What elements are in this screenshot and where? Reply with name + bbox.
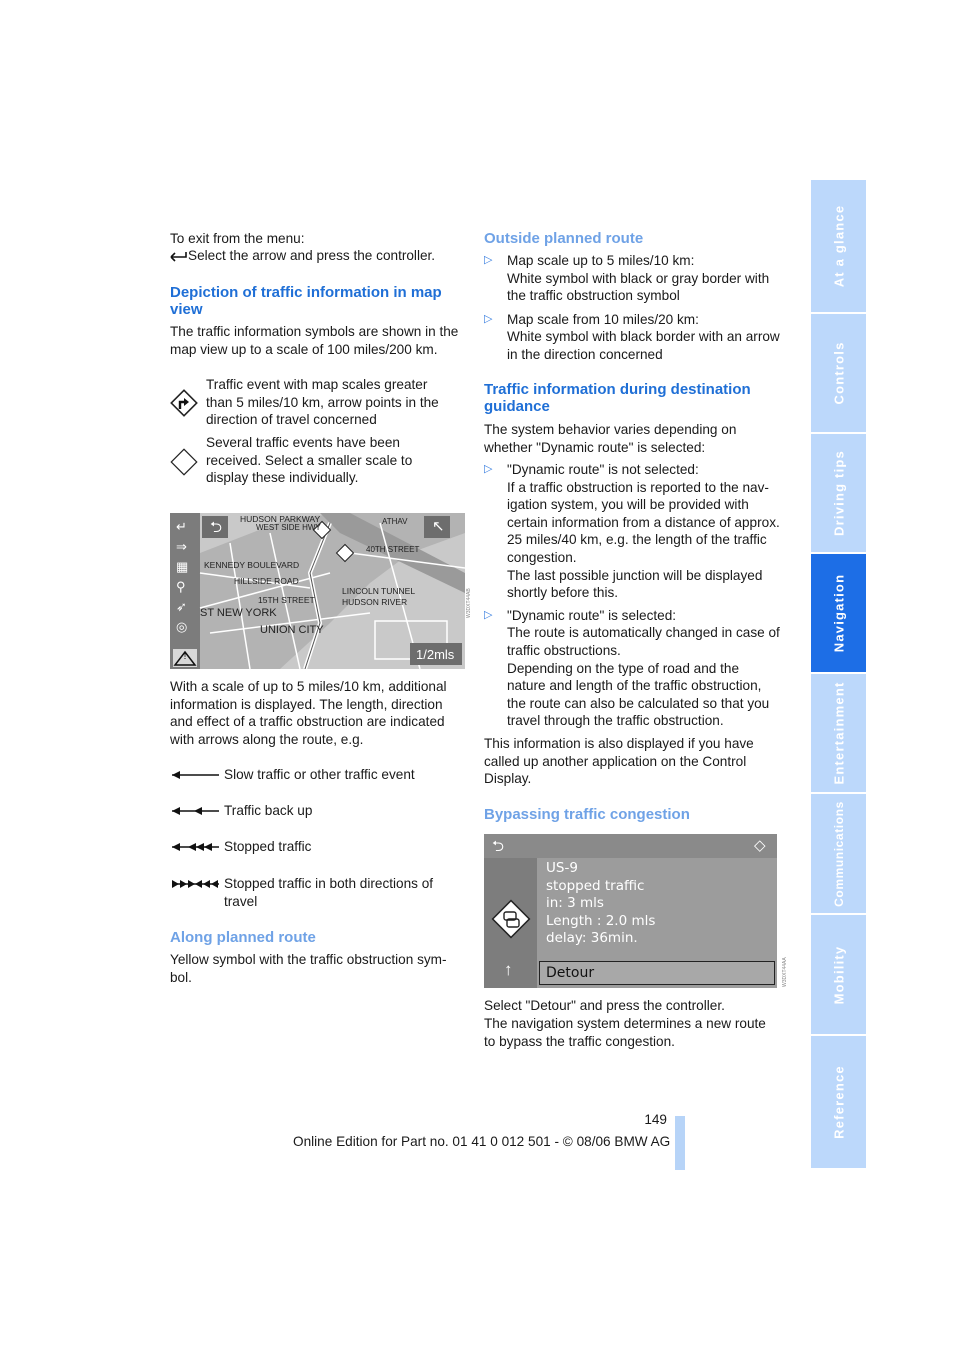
page-marker-bar <box>675 1116 685 1170</box>
list-item <box>484 607 780 730</box>
item-body-2: Depending on the type of road and the nature and length of the traffic obstruction, the route can also be calculated so that you travel through the traffic obstruction. <box>507 660 770 729</box>
bullet-triangle-icon: ▷ <box>484 608 493 621</box>
stopped-traffic-arrow-icon <box>170 840 220 854</box>
map-label: ATHAV <box>382 517 408 526</box>
detour-screenshot <box>484 834 777 988</box>
route-arrows-icon: ⇒ <box>176 539 187 554</box>
screen-compass-icon: ◇ <box>754 837 766 854</box>
legend-row <box>170 875 470 915</box>
section1-body: The traffic information symbols are shown in the map view up to a scale of 100 miles/200 km. <box>170 324 459 357</box>
traffic-event-direction-icon <box>169 388 199 418</box>
item-body-2: The last possible junction will be displayed shortly before this. <box>507 567 763 601</box>
list-item <box>484 461 780 602</box>
item-title: Map scale up to 5 miles/10 km: <box>507 253 695 268</box>
bypass-heading: Bypassing traffic congestion <box>484 806 690 823</box>
tab-controls[interactable] <box>811 314 866 434</box>
pedestrian-icon: ⚲ <box>176 579 186 594</box>
bypass-body1: Select "Detour" and press the controller. <box>484 998 725 1013</box>
along-body: Yellow symbol with the traffic obstruction sym-bol. <box>170 952 447 985</box>
info-line: stopped traffic <box>546 877 645 894</box>
tab-entertainment[interactable] <box>811 674 866 794</box>
back-arrow-icon <box>170 249 188 262</box>
legend-label: Stopped traffic <box>224 839 312 854</box>
info-line: US-9 <box>546 860 578 876</box>
tab-communications[interactable] <box>811 794 866 915</box>
detour-button[interactable] <box>539 961 775 985</box>
tab-label: Communications <box>831 800 846 907</box>
detour-label: Detour <box>546 965 595 981</box>
tab-label: Navigation <box>831 573 846 653</box>
bullet-triangle-icon: ▷ <box>484 312 493 325</box>
tab-label: Mobility <box>831 945 846 1004</box>
map-scale-label: 1/2mls <box>416 647 455 662</box>
multiple-events-diamond-icon <box>169 447 199 477</box>
map-label: LINCOLN TUNNEL <box>342 586 416 596</box>
map-back-icon: ⮌ <box>210 519 223 536</box>
tab-label: Driving tips <box>831 450 846 536</box>
screen-up-arrow-icon: ↑ <box>504 960 513 979</box>
tab-driving-tips[interactable] <box>811 434 866 554</box>
item-title: "Dynamic route" is not selected: <box>507 462 699 477</box>
tab-label: Controls <box>831 341 846 405</box>
tab-mobility[interactable] <box>811 915 866 1036</box>
back-arrow-icon: ↵ <box>176 519 187 534</box>
section1-heading: Depiction of traffic information in map view <box>170 284 442 318</box>
map-label: 40TH STREET <box>366 545 420 554</box>
info-line: Length : 2.0 mls <box>546 912 656 929</box>
map-label: 15TH STREET <box>258 595 315 605</box>
tab-label: Entertainment <box>831 681 846 785</box>
settings-dial-icon: ◎ <box>176 619 188 634</box>
edition-footer: Online Edition for Part no. 01 41 0 012 501 - © 08/06 BMW AG <box>293 1134 671 1149</box>
map-label: ST NEW YORK <box>200 607 277 619</box>
guidance-outro: This information is also displayed if you have called up another application on the Control Display. <box>484 736 754 787</box>
guidance-heading: Traffic information during destination guidance <box>484 381 751 415</box>
tab-label: Reference <box>831 1065 846 1139</box>
legend-row <box>170 838 470 875</box>
map-view-screenshot <box>170 513 465 669</box>
tab-at-a-glance[interactable] <box>811 180 866 314</box>
bypass-body2: The navigation system determines a new route to bypass the traffic congestion. <box>484 1016 766 1049</box>
symbol2-text: Several traffic events have been received. Select a smaller scale to display these individually. <box>206 435 413 486</box>
guidance-intro: The system behavior varies depending on whether "Dynamic route" is selected: <box>484 422 737 455</box>
warning-triangle-icon: ! <box>183 651 187 662</box>
page-number: 149 <box>644 1112 667 1127</box>
symbol1-text: Traffic event with map scales greater than 5 miles/10 km, arrow points in the direction of travel concerned <box>206 377 439 428</box>
legend-label: Slow traffic or other traffic event <box>224 767 415 782</box>
compass-needle-icon: ➶ <box>176 599 187 614</box>
map-grid-icon: ▦ <box>176 559 189 574</box>
map-label: KENNEDY BOULEVARD <box>204 560 300 570</box>
item-body: White symbol with black or gray border with the traffic obstruction symbol <box>507 270 770 304</box>
traffic-jam-warning-icon <box>490 898 532 940</box>
arrow-legend <box>170 766 470 915</box>
map-image-code: W3DXT44AB <box>466 588 472 618</box>
info-line: in: 3 mls <box>546 895 604 911</box>
exit-instruction: Select the arrow and press the controller. <box>188 248 436 263</box>
stopped-both-directions-arrow-icon <box>170 877 220 891</box>
list-item <box>484 311 780 364</box>
tab-label: At a glance <box>831 204 846 288</box>
exit-intro: To exit from the menu: <box>170 231 305 246</box>
bullet-triangle-icon: ▷ <box>484 254 493 266</box>
outside-heading: Outside planned route <box>484 230 644 247</box>
screen-header-bar <box>484 834 777 858</box>
item-body: White symbol with black border with an arrow in the direction concerned <box>507 329 780 362</box>
screen-back-icon: ⮌ <box>492 838 505 855</box>
traffic-info-text <box>546 860 655 948</box>
legend-label: Stopped traffic in both directions of travel <box>224 876 434 909</box>
bullet-triangle-icon: ▷ <box>484 463 493 475</box>
along-heading: Along planned route <box>170 929 316 946</box>
scale-paragraph: With a scale of up to 5 miles/10 km, additional information is displayed. The length, direction and effect of a traffic obstruction are indicated with arrows along the route, e.g. <box>170 679 447 747</box>
map-label: HILLSIDE ROAD <box>234 576 299 586</box>
exit-instruction-row <box>170 247 470 265</box>
slow-traffic-arrow-icon <box>170 768 220 782</box>
nav-image-code: W3DXT44AA <box>782 957 788 987</box>
item-body: If a traffic obstruction is reported to the nav-igation system, you will be provided with certain information from a distance of approx. 25 miles/40 km, e.g. the length of the traffic congestion. <box>507 479 780 565</box>
map-label: UNION CITY <box>260 624 324 636</box>
map-label: HUDSON RIVER <box>342 597 408 607</box>
map-label: WEST SIDE HWY <box>256 523 321 532</box>
legend-label: Traffic back up <box>224 803 313 818</box>
info-line: delay: 36min. <box>546 930 638 946</box>
item-title: "Dynamic route" is selected: <box>507 607 677 623</box>
guidance-list <box>484 461 780 730</box>
map-north-arrow-icon: ↖ <box>432 518 445 535</box>
traffic-backup-arrow-icon <box>170 804 220 818</box>
legend-row <box>170 766 470 802</box>
item-body: The route is automatically changed in case of traffic obstructions. <box>507 625 780 658</box>
tab-navigation[interactable] <box>811 554 866 674</box>
item-title: Map scale from 10 miles/20 km: <box>507 311 699 327</box>
list-item <box>484 252 780 305</box>
outside-list <box>484 252 780 364</box>
legend-row <box>170 802 470 838</box>
map-label: HUDSON PARKWAY <box>240 514 321 524</box>
tab-reference[interactable] <box>811 1036 866 1168</box>
